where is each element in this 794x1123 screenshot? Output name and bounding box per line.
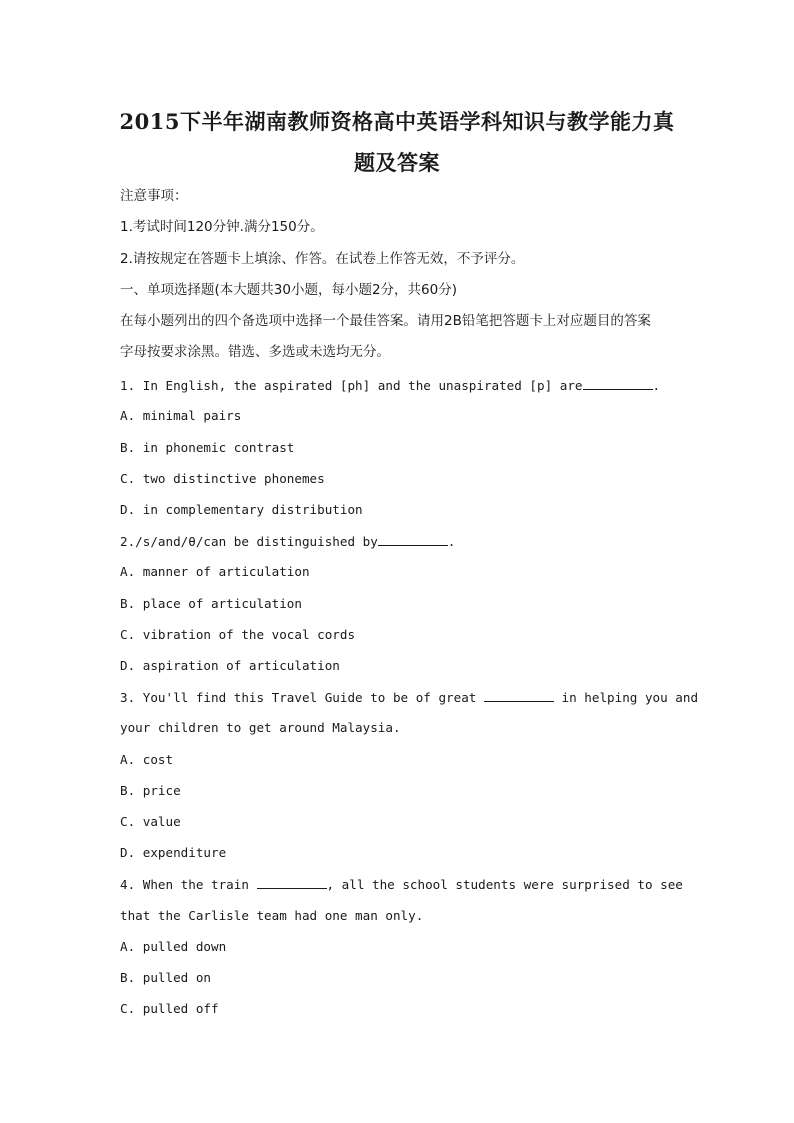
question-4-option-a: A. pulled down bbox=[120, 939, 227, 954]
document-title-line-1: 2015下半年湖南教师资格高中英语学科知识与教学能力真 bbox=[119, 109, 675, 134]
question-4-stem-text: 4. When the train bbox=[120, 877, 249, 892]
question-2-option-a: A. manner of articulation bbox=[120, 564, 310, 579]
question-3-stem bbox=[120, 689, 699, 706]
question-3-option-c: C. value bbox=[120, 814, 181, 829]
question-1-stem bbox=[120, 377, 660, 394]
answer-blank bbox=[378, 533, 448, 546]
question-1-option-b: B. in phonemic contrast bbox=[120, 440, 295, 455]
question-4-stem-line-2: that the Carlisle team had one man only. bbox=[120, 908, 424, 923]
question-1-option-c: C. two distinctive phonemes bbox=[120, 471, 325, 486]
question-1-option-a: A. minimal pairs bbox=[120, 408, 242, 423]
question-3-option-d: D. expenditure bbox=[120, 845, 227, 860]
question-3-stem-end: in helping you and bbox=[561, 690, 699, 705]
question-1-option-d: D. in complementary distribution bbox=[120, 502, 363, 517]
question-3-stem-line-2: your children to get around Malaysia. bbox=[120, 720, 401, 735]
question-3-option-a: A. cost bbox=[120, 752, 174, 767]
question-2-option-c: C. vibration of the vocal cords bbox=[120, 627, 356, 642]
question-4-option-c: C. pulled off bbox=[120, 1001, 219, 1016]
notice-item-1: 1.考试时间120分钟.满分150分。 bbox=[120, 219, 324, 235]
question-2-stem-text: 2./s/and/θ/can be distinguished by bbox=[120, 534, 378, 549]
answer-blank bbox=[484, 689, 554, 702]
question-2-option-d: D. aspiration of articulation bbox=[120, 658, 340, 673]
section-instruction-line-1: 在每小题列出的四个备选项中选择一个最佳答案。请用2B铅笔把答题卡上对应题目的答案 bbox=[120, 313, 651, 329]
question-1-stem-end: . bbox=[652, 378, 661, 393]
question-2-option-b: B. place of articulation bbox=[120, 596, 302, 611]
notice-item-2: 2.请按规定在答题卡上填涂、作答。在试卷上作答无效，不予评分。 bbox=[120, 251, 525, 267]
document-title-line-2: 题及答案 bbox=[354, 150, 440, 175]
question-4-stem bbox=[120, 876, 683, 893]
question-2-stem-end: . bbox=[447, 534, 456, 549]
notice-heading: 注意事项： bbox=[120, 188, 188, 204]
section-heading: 一、单项选择题(本大题共30小题，每小题2分，共60分) bbox=[120, 282, 457, 298]
question-3-stem-text: 3. You'll find this Travel Guide to be of great bbox=[120, 690, 477, 705]
answer-blank bbox=[583, 377, 653, 390]
question-4-option-b: B. pulled on bbox=[120, 970, 211, 985]
question-1-stem-text: 1. In English, the aspirated [ph] and the unaspirated [p] are bbox=[120, 378, 583, 393]
question-4-stem-end: , all the school students were surprised to see bbox=[326, 877, 683, 892]
question-2-stem bbox=[120, 533, 455, 550]
answer-blank bbox=[257, 876, 327, 889]
section-instruction-line-2: 字母按要求涂黑。错选、多选或未选均无分。 bbox=[120, 344, 390, 360]
question-3-option-b: B. price bbox=[120, 783, 181, 798]
